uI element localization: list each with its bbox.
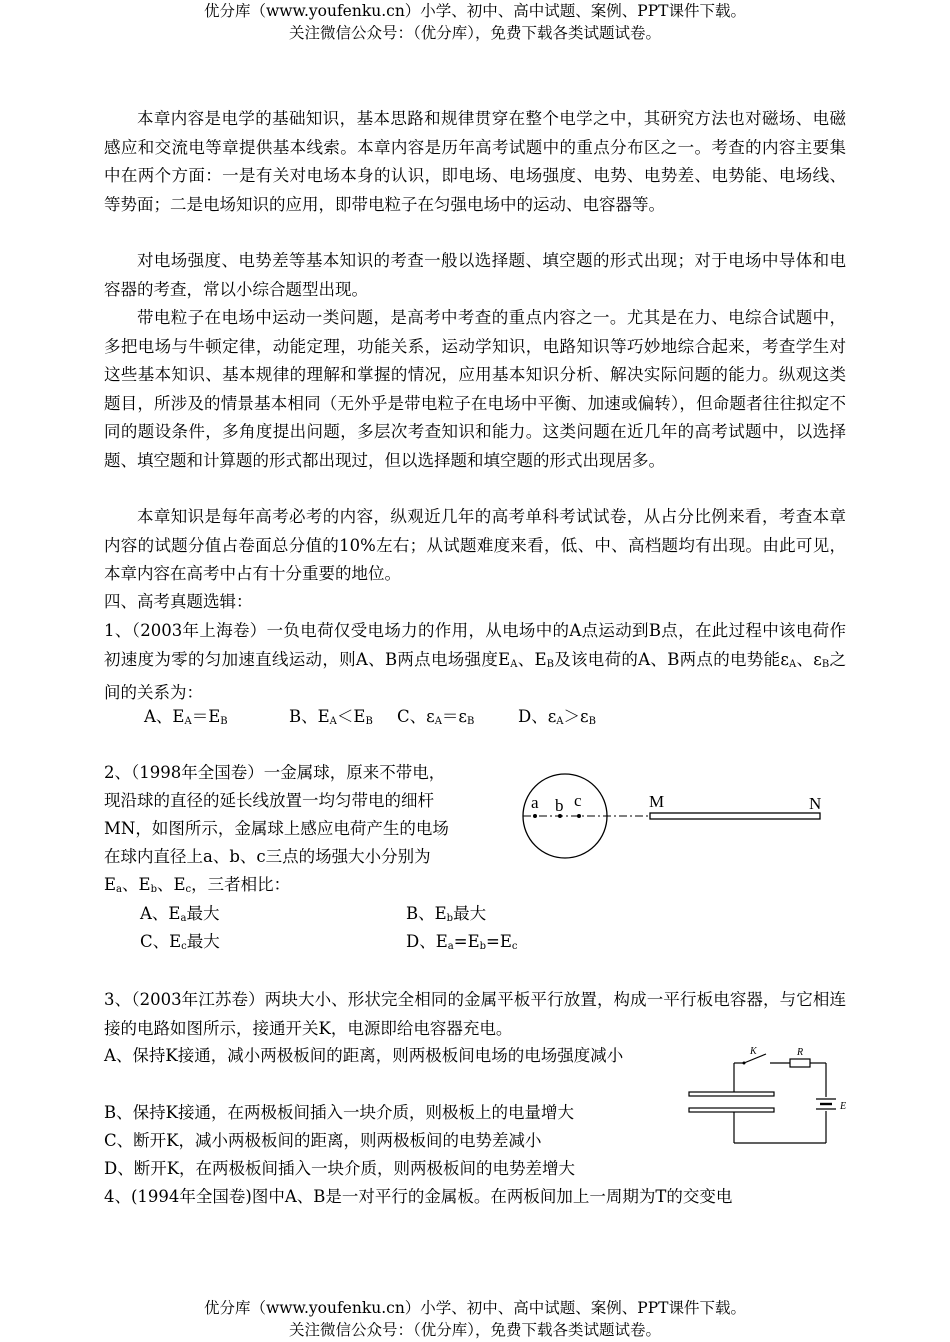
- point-a: [533, 814, 537, 818]
- label-b: b: [555, 796, 564, 815]
- charged-rod: [650, 813, 820, 819]
- question-2-figure: [515, 770, 835, 860]
- question-3-stem: 3、（2003年江苏卷）两块大小、形状完全相同的金属平板平行放置，构成一平行板电容器，与它相连接的电路如图所示，接通开关K，电源即给电容器充电。: [104, 990, 846, 1038]
- label-r: R: [797, 1047, 804, 1058]
- question-2-option-c: C、$E_c$最大: [140, 932, 220, 952]
- page-header: [0, 0, 950, 44]
- question-2-line-1: 2、（1998年全国卷）一金属球，原来不带电，: [104, 763, 446, 782]
- question-3-option-d: D、断开K，在两极板间插入一块介质，则两极板间的电势差增大: [104, 1159, 576, 1178]
- resistor-r: [790, 1059, 810, 1067]
- question-1-option-c: C、$\varepsilon_A=\varepsilon_B$: [397, 707, 475, 727]
- label-c: c: [574, 791, 582, 810]
- question-3-circuit-figure: [686, 1043, 866, 1153]
- header-line-1: 优分库（www.youfenku.cn）小学、初中、高中试题、案例、PPT课件下载。: [203, 2, 747, 20]
- point-c: [577, 814, 581, 818]
- question-1-stem: 1、（2003年上海卷）一负电荷仅受电场力的作用，从电场中的A点运动到B点，在此过程中该电荷作初速度为零的匀加速直线运动，则A、B两点电场强度$E_A$、$E_B$及该电荷的A、B两点的电势能$\varepsilon_A$、$\varepsilon_B$之间的关系为：: [104, 621, 846, 702]
- capacitor-plate-bottom: [689, 1108, 774, 1112]
- header-line-2: 关注微信公众号：（优分库），免费下载各类试题试卷。: [288, 24, 661, 42]
- question-3-option-a: A、保持K接通，减小两极板间的距离，则两极板间电场的电场强度减小: [104, 1046, 624, 1065]
- label-k: K: [750, 1046, 757, 1057]
- question-2-line-3: MN，如图所示，金属球上感应电荷产生的电场: [104, 819, 449, 838]
- question-2-line-5: $E_a$、$E_b$、$E_c$，三者相比：: [104, 875, 291, 895]
- footer-line-1: 优分库（www.youfenku.cn）小学、初中、高中试题、案例、PPT课件下载。: [203, 1299, 747, 1317]
- question-4-stem: 4、(1994年全国卷)图中A、B是一对平行的金属板。在两板间加上一周期为T的交变电: [104, 1187, 733, 1206]
- footer-line-2: 关注微信公众号：（优分库），免费下载各类试题试卷。: [288, 1321, 661, 1339]
- intro-paragraph-4: 本章知识是每年高考必考的内容，纵观近几年的高考单科考试试卷，从占分比例来看，考查本章内容的试题分值占卷面总分值的10%左右；从试题难度来看，低、中、高档题均有出现。由此可见，本章内容在高考中占有十分重要的地位。: [104, 507, 846, 583]
- question-1-option-b: B、$E_A<E_B$: [289, 707, 373, 727]
- intro-paragraph-2: 对电场强度、电势差等基本知识的考查一般以选择题、填空题的形式出现；对于电场中导体和电容器的考查，常以小综合题型出现。: [104, 251, 846, 299]
- switch-pivot: [743, 1062, 746, 1065]
- intro-paragraph-3: 带电粒子在电场中运动一类问题，是高考中考查的重点内容之一。尤其是在力、电综合试题中，多把电场与牛顿定律，动能定理，功能关系，运动学知识，电路知识等巧妙地综合起来，考查学生对这些基本知识、基本规律的理解和掌握的情况，应用基本知识分析、解决实际问题的能力。纵观这类题目，所涉及的情景基本相同（无外乎是带电粒子在电场中平衡、加速或偏转），但命题者往往拟定不同的题设条件，多角度提出问题，多层次考查知识和能力。这类问题在近几年的高考试题中，以选择题、填空题和计算题的形式都出现过，但以选择题和填空题的形式出现居多。: [104, 308, 846, 470]
- label-n: N: [809, 794, 822, 813]
- question-2-line-2: 现沿球的直径的延长线放置一均匀带电的细杆: [104, 791, 434, 810]
- question-2-option-b: B、$E_b$最大: [406, 904, 487, 924]
- capacitor-plate-top: [689, 1092, 774, 1096]
- question-2-option-d: D、$E_a=E_b=E_c$: [406, 932, 518, 952]
- question-2-line-4: 在球内直径上a、b、c三点的场强大小分别为: [104, 847, 431, 866]
- question-3-option-c: C、断开K，减小两极板间的距离，则两极板间的电势差减小: [104, 1131, 542, 1150]
- label-a: a: [531, 793, 539, 812]
- question-1-option-a: A、$E_A=E_B$: [144, 707, 228, 727]
- question-3-option-b: B、保持K接通，在两极板间插入一块介质，则极板上的电量增大: [104, 1103, 574, 1122]
- intro-paragraph-1: 本章内容是电学的基础知识，基本思路和规律贯穿在整个电学之中，其研究方法也对磁场、电磁感应和交流电等章提供基本线索。本章内容是历年高考试题中的重点分布区之一。考查的内容主要集中在两个方面：一是有关对电场本身的认识，即电场、电场强度、电势、电势差、电势能、电场线、等势面；二是电场知识的应用，即带电粒子在匀强电场中的运动、电容器等。: [104, 109, 846, 214]
- label-m: M: [649, 792, 665, 811]
- page-footer: [0, 1297, 950, 1341]
- label-e: E: [840, 1101, 847, 1112]
- question-1-option-d: D、$\varepsilon_A>\varepsilon_B$: [518, 707, 596, 727]
- section-title: 四、高考真题选辑：: [104, 592, 253, 611]
- question-2-option-a: A、$E_a$最大: [140, 904, 220, 924]
